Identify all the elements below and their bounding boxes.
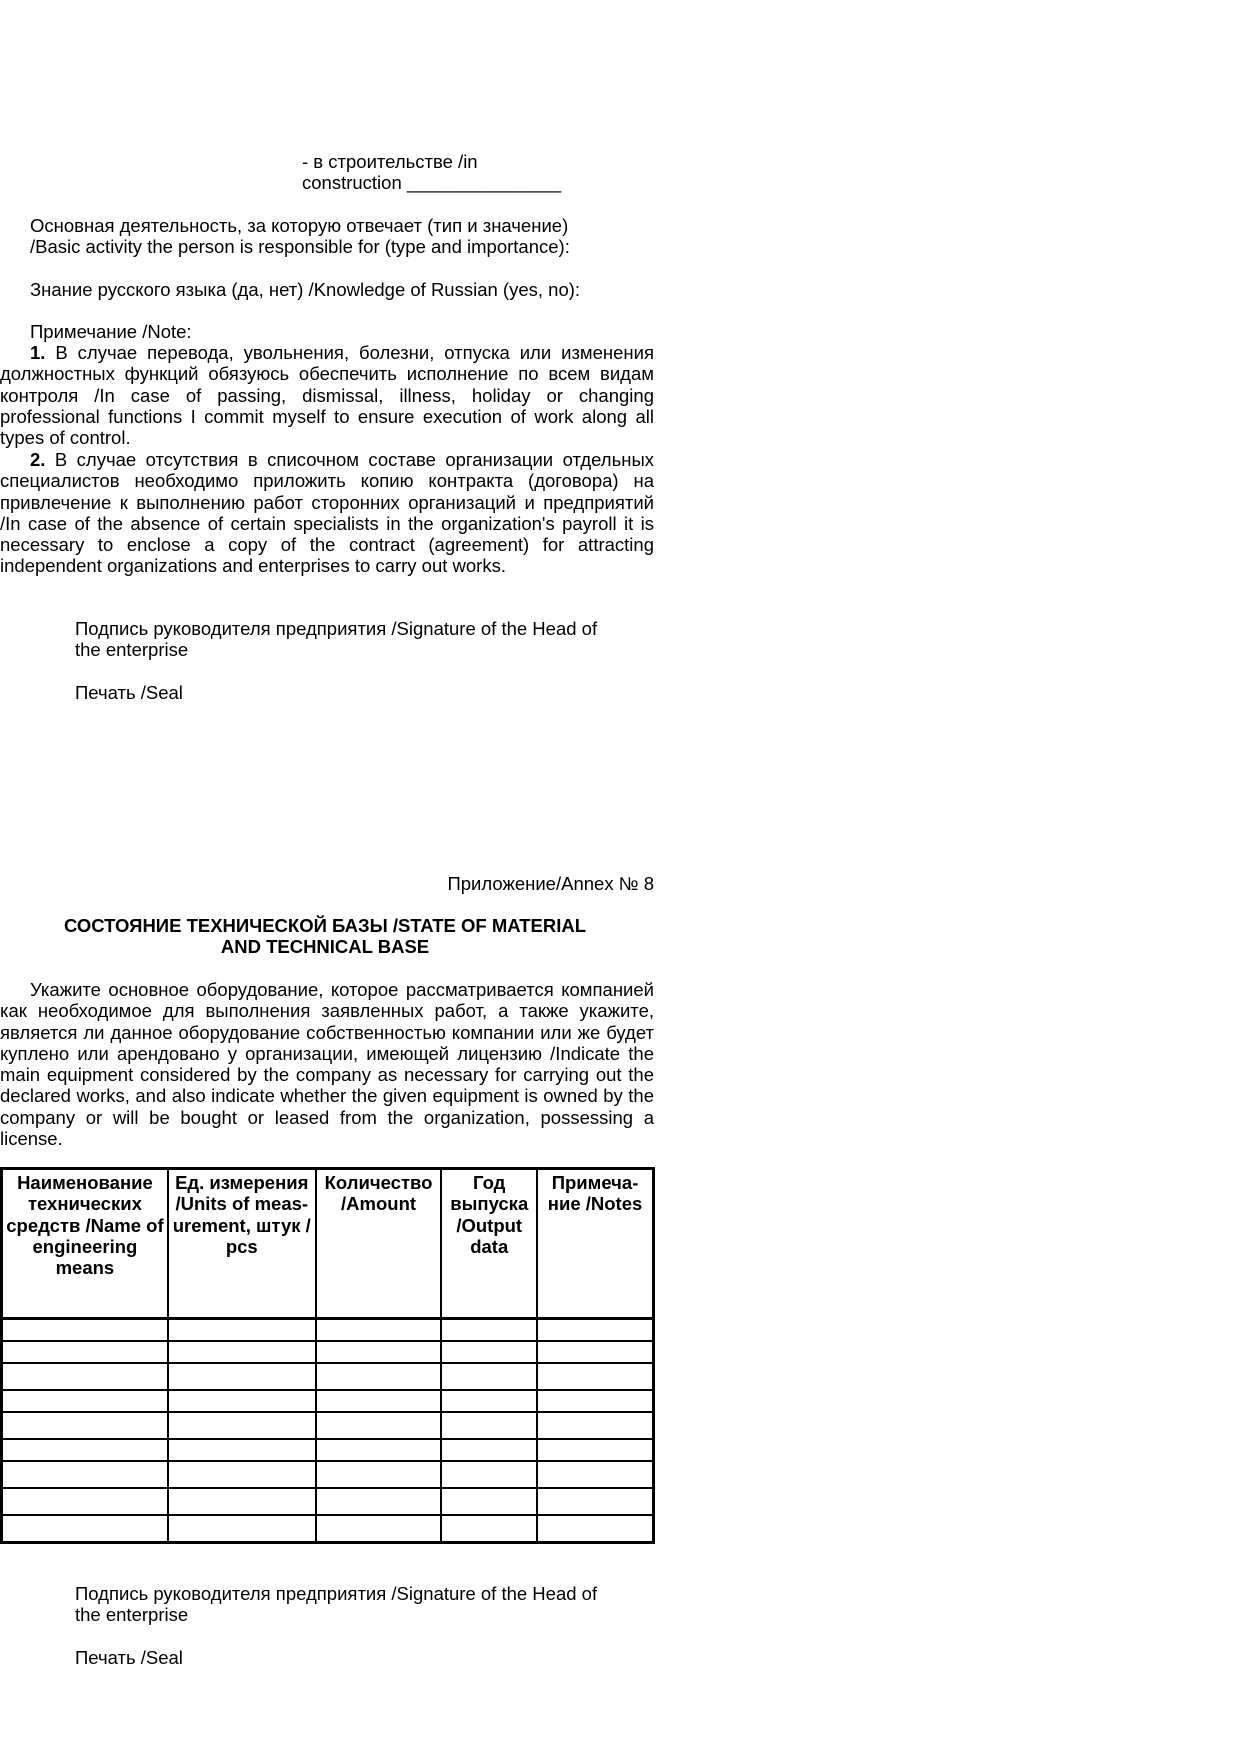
table-cell[interactable] [441,1488,537,1515]
note-item-2 [0,449,654,577]
header-units: Ед. измерения /Units of meas-urement, штук / pcs [168,1169,316,1319]
table-cell[interactable] [2,1412,168,1439]
table-cell[interactable] [537,1319,653,1342]
table-cell[interactable] [316,1319,442,1342]
table-row [2,1488,654,1515]
construction-label: - в строительстве /in [302,151,478,172]
table-row [2,1515,654,1543]
table-cell[interactable] [168,1363,316,1390]
table-row [2,1363,654,1390]
note-1-text: В случае перевода, увольнения, болезни, отпуска или изменения должностных функций обязуюсь обеспечить исполнение по всем видам контроля /In case of passing, dismissal, illness, holiday or changing professional functions I commit myself to ensure execution of work along all types of control. [0,342,655,449]
annex-instructions: Укажите основное оборудование, которое рассматривается компанией как необходимое для выполнения заявленных работ, а также укажите, является ли данное оборудование собственностью компании или же будет куплено или арендовано у организации, имеющей лицензию /Indicate the main equipment considered by the company as necessary for carrying out the declared works, and also indicate whether the given equipment is owned by the company or will be bought or leased from the organization, possessing a license. [0,979,654,1150]
table-cell[interactable] [2,1461,168,1488]
annex-title: СОСТОЯНИЕ ТЕХНИЧЕСКОЙ БАЗЫ /STATE OF MATERIAL AND TECHNICAL BASE [63,915,587,958]
table-cell[interactable] [316,1515,442,1543]
table-cell[interactable] [2,1439,168,1461]
table-cell[interactable] [168,1461,316,1488]
table-cell[interactable] [537,1515,653,1543]
note-item-1 [0,342,654,448]
header-equipment-name: Наименование технических средств /Name of engineering means [2,1169,168,1319]
table-cell[interactable] [316,1488,442,1515]
table-cell[interactable] [168,1341,316,1363]
table-cell[interactable] [441,1319,537,1342]
table-cell[interactable] [316,1439,442,1461]
table-cell[interactable] [168,1439,316,1461]
table-cell[interactable] [316,1341,442,1363]
table-cell[interactable] [441,1363,537,1390]
annex-head-signature: Подпись руководителя предприятия /Signature of the Head of the enterprise [75,1583,598,1626]
note-2-number: 2. [30,449,46,470]
table-cell[interactable] [316,1412,442,1439]
table-cell[interactable] [537,1461,653,1488]
table-cell[interactable] [441,1412,537,1439]
table-cell[interactable] [441,1439,537,1461]
table-cell[interactable] [537,1439,653,1461]
table-cell[interactable] [316,1390,442,1412]
table-cell[interactable] [537,1390,653,1412]
table-cell[interactable] [441,1341,537,1363]
construction-field [302,151,561,194]
table-cell[interactable] [441,1461,537,1488]
table-cell[interactable] [2,1515,168,1543]
table-cell[interactable] [168,1319,316,1342]
table-cell[interactable] [168,1390,316,1412]
table-row [2,1412,654,1439]
table-cell[interactable] [537,1363,653,1390]
header-notes: Примеча-ние /Notes [537,1169,653,1319]
note-1-number: 1. [30,342,46,363]
table-cell[interactable] [2,1488,168,1515]
table-cell[interactable] [316,1461,442,1488]
table-row [2,1461,654,1488]
header-amount: Количество /Amount [316,1169,442,1319]
basic-activity-en: /Basic activity the person is responsible for (type and importance): [30,236,570,258]
table-cell[interactable] [2,1390,168,1412]
table-cell[interactable] [537,1488,653,1515]
table-cell[interactable] [316,1363,442,1390]
head-signature: Подпись руководителя предприятия /Signature of the Head of the enterprise [75,618,598,661]
table-cell[interactable] [168,1412,316,1439]
table-cell[interactable] [441,1515,537,1543]
table-cell[interactable] [168,1515,316,1543]
equipment-table [0,1167,655,1544]
table-row [2,1390,654,1412]
table-cell[interactable] [2,1319,168,1342]
seal-label: Печать /Seal [75,682,183,703]
table-cell[interactable] [168,1488,316,1515]
table-cell[interactable] [537,1412,653,1439]
table-row [2,1319,654,1342]
annex-seal-label: Печать /Seal [75,1647,183,1668]
basic-activity-ru: Основная деятельность, за которую отвечает (тип и значение) [30,215,569,236]
table-header-row [2,1169,654,1319]
table-row [2,1341,654,1363]
table-cell[interactable] [2,1363,168,1390]
construction-input-line: construction _______________ [302,172,562,194]
russian-knowledge-field: Знание русского языка (да, нет) /Knowledge of Russian (yes, no): [30,279,581,300]
table-cell[interactable] [537,1341,653,1363]
annex-number: Приложение/Annex № 8 [447,873,654,894]
table-row [2,1439,654,1461]
note-label: Примечание /Note: [30,321,192,342]
table-cell[interactable] [441,1390,537,1412]
table-cell[interactable] [2,1341,168,1363]
header-output-year: Год выпуска /Output data [441,1169,537,1319]
note-2-text: В случае отсутствия в списочном составе организации отдельных специалистов необходимо приложить копию контракта (договора) на привлечение к выполнению работ сторонних организаций и предприятий /In case of the absence of certain specialists in the organization's payroll it is necessary to enclose a copy of the contract (agreement) for attracting independent organizations and enterprises to carry out works. [0,449,654,577]
basic-activity-field [30,215,570,258]
